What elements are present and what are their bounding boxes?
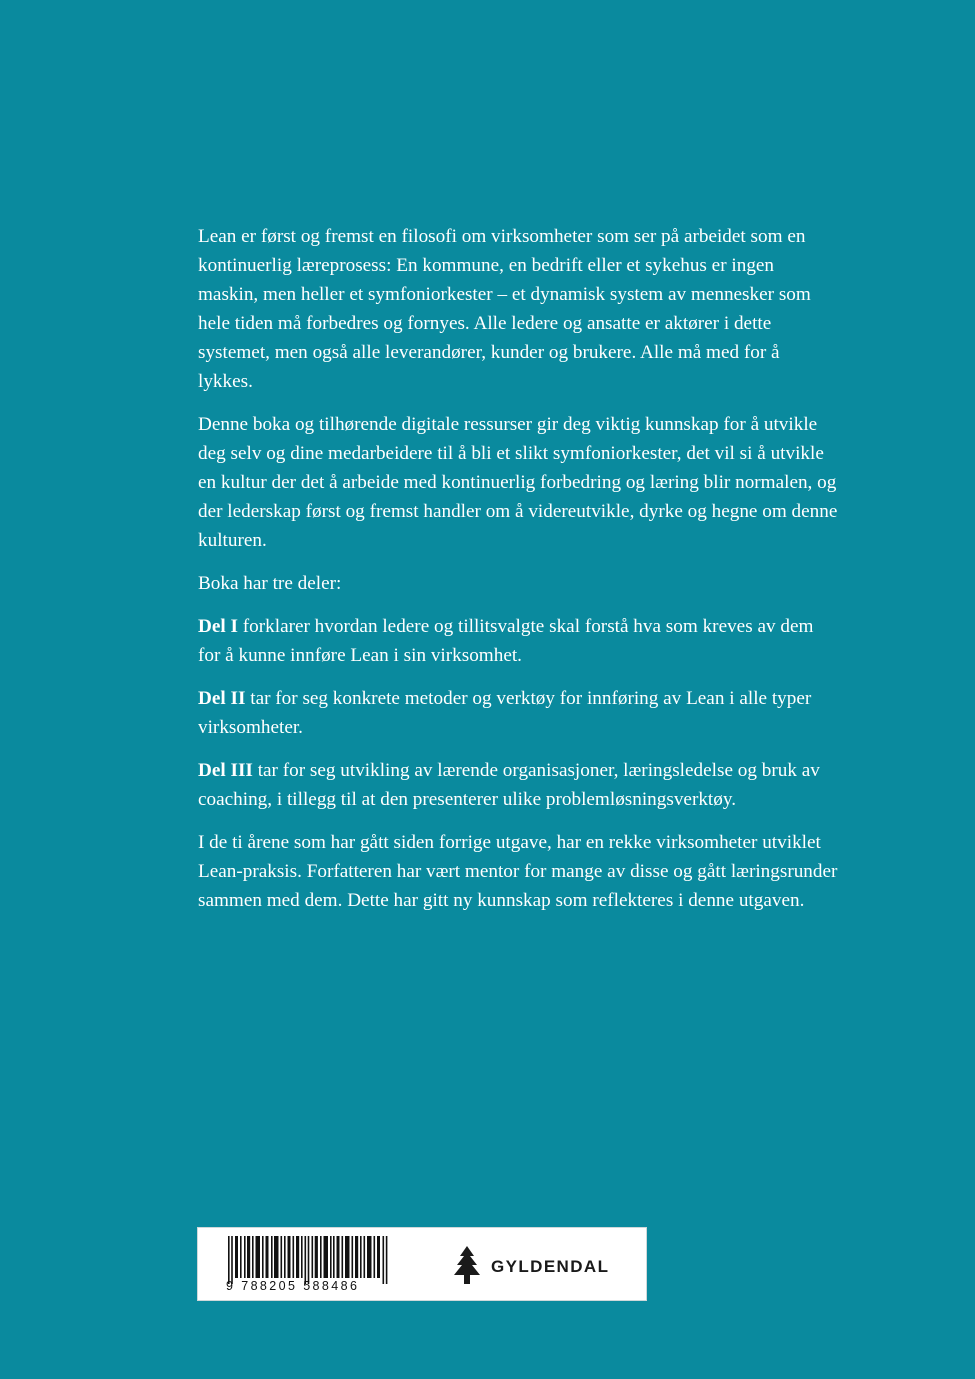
part-1-text: forklarer hvordan ledere og tillitsvalgte skal forstå hva som kreves av dem for å kunne innføre Lean i sin virksomhet.	[198, 616, 814, 666]
paragraph-book-description: Denne boka og tilhørende digitale ressurser gir deg viktig kunnskap for å utvikle deg selv og dine medarbeidere til å bli et slikt symfoniorkester, det vil si å utvikle en kultur der det å arbeide med kontinuerlig forbedring og læring blir normalen, og der lederskap først og fremst handler om å videreutvikle, dyrke og hegne om denne kulturen.	[198, 414, 838, 551]
paragraph-parts-intro: Boka har tre deler:	[198, 573, 342, 594]
isbn-digits: 9 788205 588486	[226, 1279, 360, 1293]
publisher-logo	[450, 1246, 635, 1286]
paragraph-part-1	[198, 612, 838, 670]
paragraph-part-3	[198, 756, 838, 814]
part-2-label: Del II	[198, 688, 246, 709]
part-2-text: tar for seg konkrete metoder og verktøy for innføring av Lean i alle typer virksomheter.	[198, 688, 812, 738]
part-3-label: Del III	[198, 760, 253, 781]
tree-icon	[450, 1246, 484, 1286]
isbn-barcode	[228, 1236, 388, 1284]
part-3-text: tar for seg utvikling av lærende organisasjoner, læringsledelse og bruk av coaching, i tillegg til at den presenterer ulike problemløsningsverktøy.	[198, 760, 820, 810]
publisher-name: GYLDENDAL	[491, 1257, 610, 1276]
blurb-text	[198, 222, 838, 929]
paragraph-edition-note: I de ti årene som har gått siden forrige utgave, har en rekke virksomheter utviklet Lean-praksis. Forfatteren har vært mentor for mange av disse og gått læringsrunder sammen med dem. Dette har gitt ny kunnskap som reflekteres i denne utgaven.	[198, 832, 838, 911]
paragraph-intro: Lean er først og fremst en filosofi om virksomheter som ser på arbeidet som en kontinuerlig læreprosess: En kommune, en bedrift eller et sykehus er ingen maskin, men heller et symfoniorkester – et dynamisk system av mennesker som hele tiden må forbedres og fornyes. Alle ledere og ansatte er aktører i dette systemet, men også alle leverandører, kunder og brukere. Alle må med for å lykkes.	[198, 226, 811, 392]
part-1-label: Del I	[198, 616, 238, 637]
paragraph-part-2	[198, 684, 838, 742]
barcode-panel	[197, 1227, 647, 1301]
